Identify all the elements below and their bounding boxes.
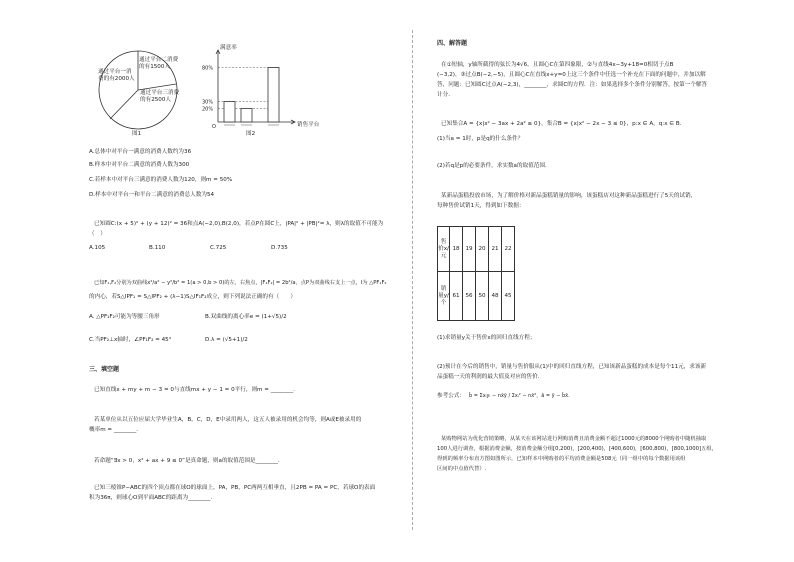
table-cell: 56: [463, 272, 476, 321]
fill-question-4-line2: 积为36π，则球心O到平面ABC的距离为________.: [89, 495, 213, 501]
problem-1-line4: 计分．: [437, 92, 454, 98]
pie-label-platform1: 通过平台一消费的有2000人: [98, 69, 135, 82]
hyperbola-option-b: B.双曲线的离心率e = (1+√5)/2: [205, 314, 287, 320]
option-a: A.总体中对平台一满意的消费人数约为36: [89, 149, 192, 155]
table-cell: 50: [476, 272, 489, 321]
bar-y-title: 满意率: [220, 45, 237, 51]
problem-1-line2: (−3,2)，③过点B(−2,−5)，且圆心C在直线x+y=0上这三个条件中任选一个补充在下面的问题中，并加以解: [437, 72, 706, 78]
circle-option-d: D.735: [271, 245, 288, 251]
table-row: [438, 227, 515, 272]
problem-1-line3: 答，问题：已知圆C过点A(−2,3)，________，求圆C的方程．注：如果选择多个条件分别解答，按第一个解答: [437, 82, 708, 88]
hyperbola-option-d: D.λ = (√5+1)/2: [205, 337, 248, 343]
origin-label: O: [212, 124, 216, 130]
fill-question-4-line1: 已知三棱锥P−ABC的四个顶点都在球O的球面上，PA，PB，PC两两互相垂直，且2PB = PA = PC，若球O的表面: [94, 485, 376, 491]
table-header-sales: 销量y/个: [438, 272, 450, 321]
option-b: B.样本中对平台二满意的消费人数为300: [89, 162, 190, 168]
pie-label-platform2: 通过平台二消费的有1500人: [139, 57, 179, 70]
hyperbola-option-c: C.当PF₂⊥x轴时，∠PF₁F₂ = 45°: [89, 337, 172, 343]
problem-4-line1: 某购物网站为优化营销策略，从某天在该网站进行网购消费且消费金额不超过1000元的8000个网购者中随机抽取: [441, 436, 707, 442]
y-tick-label: 30%: [202, 99, 214, 106]
problem-4-line2: 100人进行调查，根据消费金额，按消费金额分组[0,200)，[200,400)，[400,600)，[600,800)，[800,1000]五组，: [437, 446, 717, 452]
bar-caption: 图2: [246, 131, 256, 137]
table-cell: 18: [450, 227, 463, 272]
problem-2-part1: (1)当a = 1时，p是q的什么条件？: [437, 136, 524, 142]
circle-question-line1: 已知圆C:(x + 5)² + (y + 12)² = 36和点A(−2,0),B(2,0)，若点P在圆C上，|PA|² + |PB|²= λ，则λ的取值不可能为: [94, 221, 384, 227]
option-c: C.若样本中对平台三满意的消费人数为120，则m = 50%: [89, 177, 233, 183]
table-cell: 61: [450, 272, 463, 321]
table-row: [438, 272, 515, 321]
fill-question-1: 已知直线x + my + m − 3 = 0与直线mx + y − 1 = 0平行，则m = ________.: [94, 387, 295, 393]
fill-question-3: 若命题“∃x > 0，x² + ax + 9 ≤ 0”是真命题，则a的取值范围是________.: [94, 458, 280, 464]
price-sales-table: [437, 226, 515, 321]
problem-3-part2-line2: 品蛋糕一天的利润的最大值及对应的售价．: [437, 374, 544, 380]
bar-平台三: [268, 68, 279, 122]
reference-formula: b̂ = Σxᵢyᵢ − nx̄ȳ / Σxᵢ² − nx̄²，â = ȳ − b̂x̄.: [469, 393, 570, 399]
circle-option-b: B.110: [149, 245, 166, 251]
fill-question-2-line1: 若某单位从以五位应届大学毕业生A，B，C，D，E中录用两人，这五人被录用的机会均等，则A或E被录用的: [94, 417, 362, 423]
fill-question-2-line2: 概率m = ________.: [89, 427, 139, 433]
problem-3-line2: 每种售价试销1天，得到如下数据：: [437, 203, 525, 209]
problem-4-line4: 区间的中点值代替）.: [437, 466, 487, 472]
table-cell: 19: [463, 227, 476, 272]
pie-label-platform3: 通过平台三消费的有2500人: [140, 90, 180, 103]
table-cell: 21: [489, 227, 502, 272]
table-header-price: 售价x/元: [438, 227, 450, 272]
option-d: D.样本中对平台一和平台二满意的消费总人数为54: [89, 192, 215, 198]
problem-3-part1: (1)求销量y关于售价x的回归直线方程；: [437, 335, 536, 341]
problem-2-part2: (2)若q是p的必要条件，求实数a的取值范围．: [437, 163, 551, 169]
y-tick-label: 20%: [202, 106, 214, 113]
bar-x-label: 销售平台: [297, 122, 320, 128]
problem-4-line3: 得到的频率分布直方图如图所示，已知样本中网购者的平均消费金额是508元（同一组中的每个数据用该组: [437, 456, 686, 462]
problem-3-part2-line1: (2)预计在今后的销售中，销量与售价服从(1)中的回归直线方程，已知该新品蛋糕的成本是每个11元，求该新: [437, 364, 707, 370]
formula-label: 参考公式：: [437, 393, 465, 399]
section-4-heading: 四、解答题: [437, 40, 468, 47]
section-3-heading: 三、填空题: [89, 366, 120, 373]
table-cell: 20: [476, 227, 489, 272]
circle-option-a: A.105: [89, 245, 106, 251]
table-cell: 45: [502, 272, 515, 321]
hyperbola-option-a: A. △PF₁F₂可能为等腰三角形: [89, 314, 160, 320]
circle-question-line2: （ ）: [89, 231, 106, 237]
column-divider: [412, 30, 413, 530]
hyperbola-question-line1: 已知F₁,F₂分别为双曲线x²/a² − y²/b² = 1(a > 0,b > 0)的左，右焦点，|F₁F₂| = 2b²/a，点P为双曲线右支上一点，I为 △PF₁F₂: [94, 280, 387, 286]
circle-option-c: C.725: [210, 245, 227, 251]
problem-1-line1: 在①短轴，y轴所截得的弦长为4√6，且圆心C在第四象限，②与直线4x−3y+18=0相切于点B: [441, 62, 674, 68]
pie-caption: 图1: [132, 131, 142, 137]
y-tick-label: 80%: [202, 65, 214, 72]
bar-平台二: [241, 108, 252, 122]
hyperbola-question-line2: 的内心，若S△IPF₁ = S△IPF₂ + (λ−1)S△IF₁F₂成立，则下列说法正确的有（ ）: [89, 294, 296, 300]
table-cell: 22: [502, 227, 515, 272]
table-cell: 48: [489, 272, 502, 321]
problem-2-statement: 已知集合A = {x|x² − 3ax + 2a² ≤ 0}，集合B = {x|x² − 2x − 3 ≤ 0}，p:x ∈ A，q:x ∈ B.: [441, 121, 682, 127]
problem-3-line1: 某新品蛋糕投放市场，为了解价格对新品蛋糕销量的影响，该蛋糕店对这种新品蛋糕进行了5天的试销，: [441, 193, 697, 199]
bar-平台一: [224, 102, 235, 122]
